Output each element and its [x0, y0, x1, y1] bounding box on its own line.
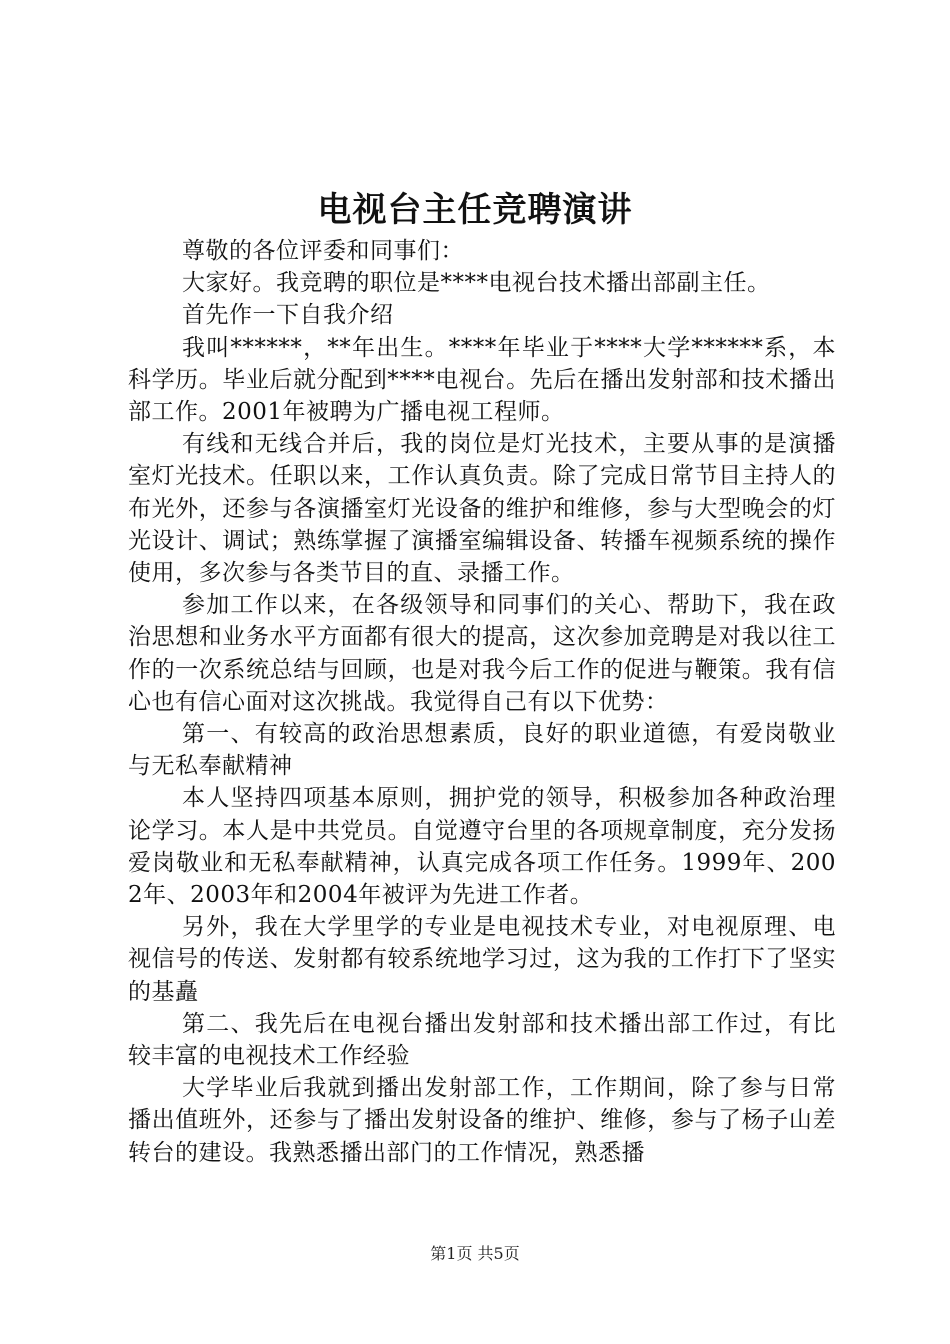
paragraph: 大学毕业后我就到播出发射部工作，工作期间，除了参与日常播出值班外，还参与了播出发射设备的维护、维修，参与了杨子山差转台的建设。我熟悉播出部门的工作情况，熟悉播	[128, 1075, 836, 1166]
paragraph: 第一、有较高的政治思想素质，良好的职业道德，有爱岗敬业与无私奉献精神	[128, 721, 836, 780]
paragraph: 另外，我在大学里学的专业是电视技术专业，对电视原理、电视信号的传送、发射都有较系统地学习过，这为我的工作打下了坚实的基矗	[128, 914, 836, 1005]
document-title: 电视台主任竞聘演讲	[317, 190, 633, 230]
paragraph: 参加工作以来，在各级领导和同事们的关心、帮助下，我在政治思想和业务水平方面都有很大的提高，这次参加竞聘是对我以往工作的一次系统总结与回顾，也是对我今后工作的促进与鞭策。我有信心也有信心面对这次挑战。我觉得自己有以下优势：	[128, 592, 836, 715]
paragraph: 我叫******，**年出生。****年毕业于****大学******系，本科学历。毕业后就分配到****电视台。先后在播出发射部和技术播出部工作。2001年被聘为广播电视工程师。	[128, 334, 836, 426]
paragraph: 本人坚持四项基本原则，拥护党的领导，积极参加各种政治理论学习。本人是中共党员。自觉遵守台里的各项规章制度，充分发扬爱岗敬业和无私奉献精神，认真完成各项工作任务。1999年、2002年、2003年和2004年被评为先进工作者。	[128, 785, 836, 909]
paragraph: 首先作一下自我介绍	[182, 302, 394, 329]
document-body	[128, 235, 836, 1169]
paragraph: 尊敬的各位评委和同事们：	[182, 238, 464, 264]
paragraph: 大家好。我竞聘的职位是****电视台技术播出部副主任。	[182, 270, 771, 297]
paragraph: 第二、我先后在电视台播出发射部和技术播出部工作过，有比较丰富的电视技术工作经验	[128, 1010, 836, 1070]
paragraph: 有线和无线合并后，我的岗位是灯光技术，主要从事的是演播室灯光技术。任职以来，工作认真负责。除了完成日常节目主持人的布光外，还参与各演播室灯光设备的维护和维修，参与大型晚会的灯光设计、调试；熟练掌握了演播室编辑设备、转播车视频系统的操作使用，多次参与各类节目的直、录播工作。	[128, 431, 836, 587]
page-footer: 第1页 共5页	[430, 1244, 520, 1263]
